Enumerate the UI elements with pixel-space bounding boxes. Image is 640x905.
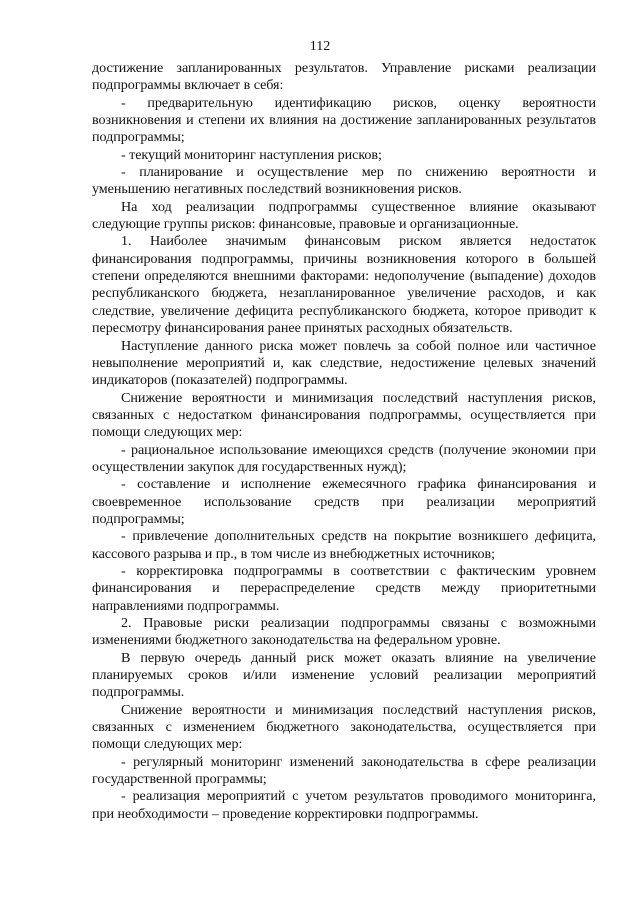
paragraph-financial-risk-consequences: Наступление данного риска может повлечь за собой полное или частичное невыполнение мероприятий и, как следствие, недостижение целевых значений индикаторов (показателей) подпрограммы. [92,337,596,389]
paragraph-continuation: достижение запланированных результатов. Управление рисками реализации подпрограммы включает в себя: [92,60,596,94]
paragraph-financial-risk: 1. Наиболее значимым финансовым риском является недостаток финансирования подпрограммы, причины возникновения которого в большей степени определяются внешними факторами: недополучение (выпадение) доходов республиканского бюджета, незапланированное увеличение расходов, и как следствие, увеличение дефицита республиканского бюджета, которое приводит к пересмотру финансирования ранее принятых расходных обязательств. [92,233,596,337]
list-item-monthly-schedule: - составление и исполнение ежемесячного графика финансирования и своевременное использование средств при реализации мероприятий подпрограммы; [92,476,596,527]
page-body [92,60,596,823]
page-number: 112 [309,39,331,54]
list-item-legislation-monitoring: - регулярный мониторинг изменений законодательства в сфере реализации государственной программы; [92,753,596,788]
list-item-additional-funding: - привлечение дополнительных средств на покрытие возникшего дефицита, кассового разрыва и пр., в том числе из внебюджетных источников; [92,528,596,562]
list-item-risk-mitigation-planning: - планирование и осуществление мер по снижению вероятности и уменьшению негативных последствий возникновения рисков. [92,164,596,198]
paragraph-legal-risk-impact: В первую очередь данный риск может оказать влияние на увеличение планируемых сроков и/или изменение условий реализации мероприятий подпрограммы. [92,649,596,701]
list-item-monitoring-based-measures: - реализация мероприятий с учетом результатов проводимого мониторинга, при необходимости – проведение корректировки подпрограммы. [92,788,596,822]
paragraph-legal-risk: 2. Правовые риски реализации подпрограммы связаны с возможными изменениями бюджетного законодательства на федеральном уровне. [92,615,596,649]
list-item-risk-identification: - предварительную идентификацию рисков, оценку вероятности возникновения и степени их влияния на достижение запланированных результатов подпрограммы; [92,94,596,146]
paragraph-financial-risk-measures-intro: Снижение вероятности и минимизация последствий наступления рисков, связанных с недостатком финансирования подпрограммы, осуществляется при помощи следующих мер: [92,389,596,441]
list-item-program-adjustment: - корректировка подпрограммы в соответствии с фактическим уровнем финансирования и перераспределение средств между приоритетными направлениями подпрограммы. [92,562,596,614]
list-item-risk-monitoring: - текущий мониторинг наступления рисков; [121,146,382,163]
list-item-rational-use: - рациональное использование имеющихся средств (получение экономии при осуществлении закупок для государственных нужд); [92,441,596,475]
paragraph-risk-groups: На ход реализации подпрограммы существенное влияние оказывают следующие группы рисков: финансовые, правовые и организационные. [92,198,596,233]
paragraph-legal-risk-measures-intro: Снижение вероятности и минимизация последствий наступления рисков, связанных с изменением бюджетного законодательства, осуществляется при помощи следующих мер: [92,701,596,753]
